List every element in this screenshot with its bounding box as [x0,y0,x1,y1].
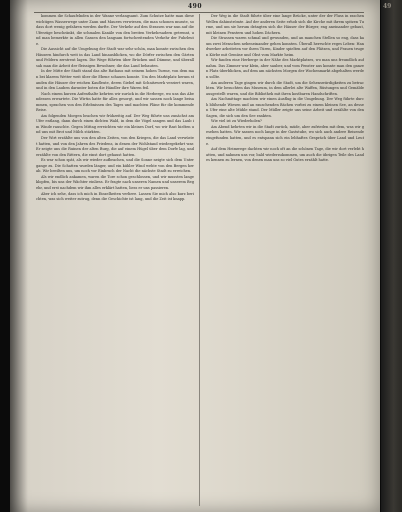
paragraph: Der Wirt erzählte uns von den alten Zeiten, von den Kriegen, die das Land verwüstet hatten, und von den Jahren des Friedens, in denen der Wohlstand wiedergekehrt war. Er zeigte uns die Ruinen der alten Burg, die auf einem Hügel über dem Dorfe lag, und erzählte von den Rittern, die einst dort gehaust hatten. [36,136,194,157]
next-page-edge [381,0,402,512]
paragraph: Am anderen Tage gingen wir durch die Stadt, um die Sehenswürdigkeiten zu betrachten. Wir besuchten das Museum, in dem allerlei alte Waffen, Rüstungen und Gemälde ausgestellt waren, und die Bibliothek mit ihren kostbaren Handschriften. [206,80,364,96]
paragraph: Der Weg in die Stadt führte über eine lange Brücke, unter der der Fluss in raschen Wellen dahinströmte. Auf der anderen Seite erhob sich die Kirche mit ihrem spitzen Turme, und um sie herum drängten sich die Häuser der Bürger, eng aneinander gebaut, mit kleinen Fenstern und hohen Dächern. [206,14,364,35]
right-column [206,14,364,508]
paragraph: Als wir endlich ankamen, waren die Tore schon geschlossen, und wir mussten lange klopfen, bis uns der Wächter einliess. Er fragte nach unseren Namen und unserem Begehr, und erst nachdem wir ihm alles erklärt hatten, liess er uns passieren. [36,174,194,190]
binding-shadow [10,0,28,512]
paragraph: In der Mitte der Stadt stand das alte Rathaus mit seinem hohen Turme, von dem man bei klarem Wetter weit über die Ebene schauen konnte. Um den Marktplatz herum standen die Häuser der reichen Kaufleute, deren Giebel mit Schnitzwerk verziert waren, und in den Lauben darunter boten die Händler ihre Waren feil. [36,69,194,91]
paragraph: Die Aussicht auf die Umgebung der Stadt war sehr schön, man konnte zwischen den Häusern hindurch weit in das Land hinausblicken, wo die Dörfer zwischen den Gärten und Feldern zerstreut lagen. Die Wege führten über Brücken und Dämme, und überall sah man die Arbeit der fleissigen Bewohner, die das Land bebauten. [36,47,194,68]
document-page [10,0,380,512]
paragraph: Es war schon spät, als wir wieder aufbrachen, und die Sonne neigte sich dem Untergange zu. Die Schatten wurden länger, und ein kühler Wind wehte von den Bergen herab. Wir beeilten uns, um noch vor Einbruch der Nacht die nächste Stadt zu erreichen. [36,158,194,174]
header-rule [34,12,364,13]
next-page-number: 49 [383,3,392,10]
page-number: 490 [187,3,203,10]
paragraph: Am Abend kehrten wir in die Stadt zurück, müde, aber zufrieden mit dem, was wir gesehen hatten. Wir sassen noch lange in der Gaststube, wo sich auch andere Reisende eingefunden hatten, und es entspann sich ein lebhaftes Gespräch über Land und Leute. [206,124,364,146]
paragraph: Wir fanden eine Herberge in der Nähe des Marktplatzes, wo man uns freundlich aufnahm. Das Zimmer war klein, aber sauber, und vom Fenster aus konnte man den ganzen Platz überblicken, auf dem am nächsten Morgen der Wochenmarkt abgehalten werden sollte. [206,58,364,80]
paragraph: Am folgenden Morgen brachen wir frühzeitig auf. Der Weg führte uns zunächst am Ufer entlang, dann durch einen dichten Wald, in dem die Vögel sangen und das Laub im Winde rauschte. Gegen Mittag erreichten wir ein kleines Dorf, wo wir Rast hielten und uns mit Brot und Milch stärkten. [36,113,194,135]
column-divider [199,14,200,506]
paragraph: Wie viel ist zu Wiederholen? [211,119,262,124]
paragraph: kommen die Schaufelnden in der Wanne verlangsamt. Zum Schutze hatte man diese wichtigen Wasserwege unter Zaun und Mauern verwiesen, die man schonen musste, so dass dort wenig gefahren werden durfte. Der Verkehr auf den Strassen war nun auf die Uferzüge beschränkt, die schmalen Kanäle von den breiten Verkehrsadern getrennt, und man bemerkte in allen Gassen den langsam fortschreitenden Verkehr der Fuhrleute. [36,14,194,46]
paragraph: Nach einem kurzen Aufenthalte kehrten wir zurück in die Herberge, wo uns das Abendessen erwartete. Die Wirtin hatte für alles gesorgt, und wir sassen noch lange beisammen, sprachen von den Erlebnissen des Tages und machten Pläne für die kommende Reise. [36,91,194,113]
left-column [36,14,194,508]
paragraph: Am Nachmittage machten wir einen Ausflug in die Umgebung. Der Weg führte durch blühende Wiesen und an rauschenden Bächen vorbei zu einem kleinen See, an dessen Ufer eine alte Mühle stand. Der Müller zeigte uns seine Arbeit und erzählte von den Sagen, die sich um den See rankten. [206,97,364,118]
paragraph: Auf dem Heimwege dachten wir noch oft an die schönen Tage, die wir dort verlebt hatten, und nahmen uns vor, bald wiederzukommen, um auch die übrigen Teile des Landes kennen zu lernen, von denen man uns so viel Gutes erzählt hatte. [206,147,364,163]
paragraph: Die Strassen waren schmal und gewunden, und an manchen Stellen so eng, dass kaum zwei Menschen nebeneinander gehen konnten. Überall herrschte reges Leben: Handwerker arbeiteten vor ihren Türen, Kinder spielten auf den Plätzen, und Frauen trugen Körbe mit Gemüse und Obst vom Markte heim. [206,36,364,57]
paragraph: Aber ich sehe, dass ich mich in Einzelheiten verliere. Lassen Sie mich also kurz berichten, was sich weiter zutrug, denn die Geschichte ist lang, und die Zeit ist knapp. [36,191,194,202]
